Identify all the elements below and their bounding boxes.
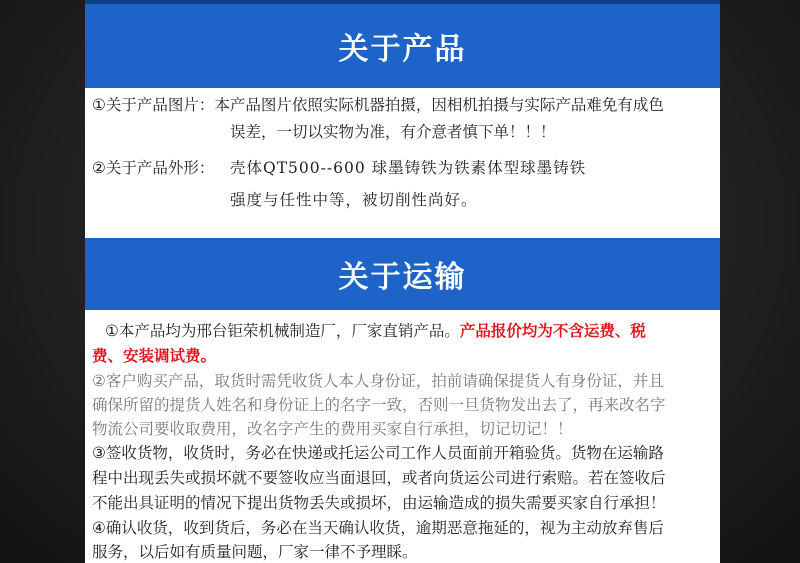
shipping-note-3-line-2: 程中出现丢失或损坏就不要签收应当面退回，或者向货运公司进行索赔。若在签收后 [92, 469, 666, 487]
shipping-note-1-red-text: 产品报价均为不含运费、税 [459, 322, 646, 340]
product-note-2-label: ②关于产品外形： [92, 159, 215, 177]
section-banner-product [85, 0, 720, 88]
section-title-product: 关于产品 [338, 32, 467, 67]
shipping-note-2-line-1: ②客户购买产品，取货时需凭收货人本人身份证，拍前请确保提货人有身份证，并且 [92, 372, 664, 390]
product-note-2-line-1: 壳体QT500--600 球墨铸铁为铁素体型球墨铸铁 [230, 159, 587, 177]
shipping-note-4-line-2: 服务，以后如有质量问题，厂家一律不予理睬。 [92, 543, 418, 561]
shipping-note-4-line-1: ④确认收货，收到货后，务必在当天确认收货，逾期恶意拖延的，视为主动放弃售后 [92, 519, 664, 537]
shipping-note-3-line-3: 不能出具证明的情况下提出货物丢失或损坏，由运输造成的损失需要买家自行承担！ [92, 494, 666, 512]
product-note-1-line-1: ①关于产品图片：本产品图片依照实际机器拍摄，因相机拍摄与实际产品难免有成色 [92, 96, 664, 114]
product-note-2-line-2: 强度与任性中等，被切削性尚好。 [230, 191, 478, 209]
shipping-note-2-line-2: 确保所留的提货人姓名和身份证上的名字一致，否则一旦货物发出去了，再来改名字 [92, 396, 666, 414]
shipping-note-2-line-3: 物流公司要收取费用，改名字产生的费用买家自行承担，切记切记！！ [92, 420, 573, 438]
shipping-note-3-line-1: ③签收货物，收货时，务必在快递或托运公司工作人员面前开箱验货。货物在运输路 [92, 444, 664, 462]
content-panel [85, 0, 720, 563]
shipping-note-1-line-1 [105, 319, 646, 341]
product-note-1-line-2: 误差，一切以实物为准，有介意者慎下单！！！ [230, 123, 556, 141]
shipping-note-1-black-text: ①本产品均为邢台钜荣机械制造厂，厂家直销产品。 [105, 322, 460, 340]
section-title-shipping: 关于运输 [338, 260, 467, 295]
shipping-note-1-line-2: 费、安装调试费。 [92, 347, 217, 365]
section-banner-shipping [85, 238, 720, 310]
